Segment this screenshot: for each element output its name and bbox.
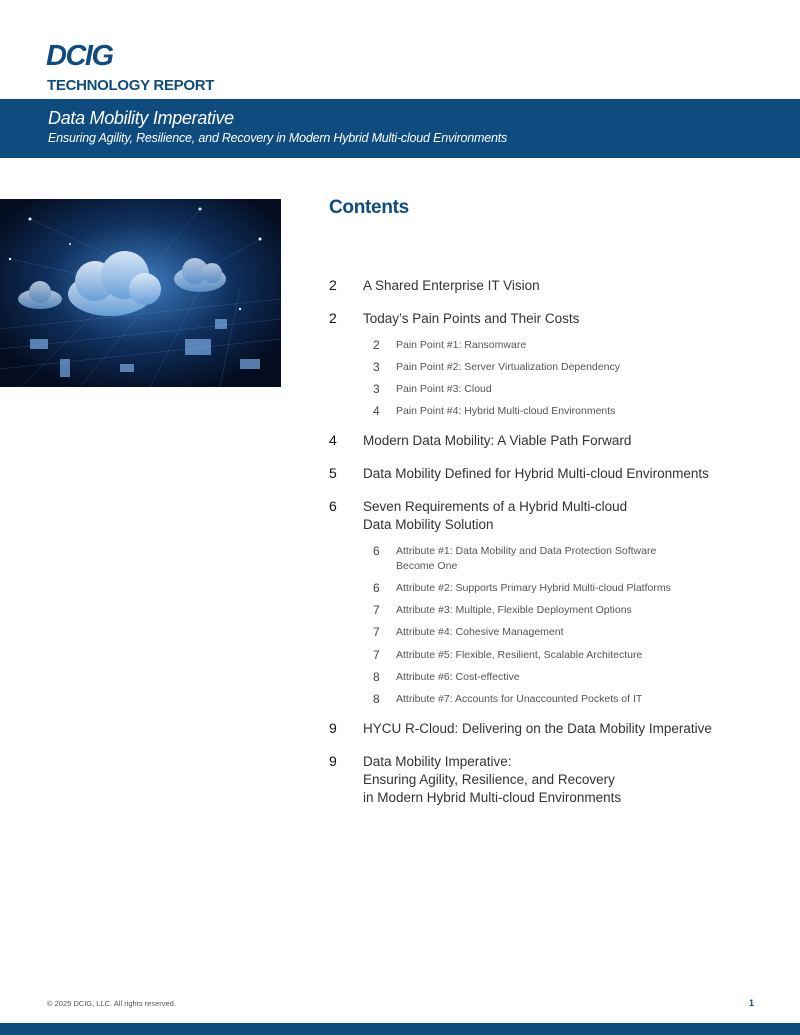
toc-entry-text: HYCU R-Cloud: Delivering on the Data Mobility Imperative — [363, 721, 712, 736]
toc-entry-text: Pain Point #4: Hybrid Multi-cloud Environments — [396, 405, 616, 417]
toc-entry-text: Attribute #5: Flexible, Resilient, Scalable Architecture — [396, 649, 643, 661]
toc-entry-text: Modern Data Mobility: A Viable Path Forward — [363, 433, 632, 448]
toc-page-number: 7 — [373, 648, 380, 662]
bottom-bar — [0, 1023, 800, 1035]
document-subtitle: Ensuring Agility, Resilience, and Recovery in Modern Hybrid Multi-cloud Environments — [48, 131, 508, 145]
toc-entry-text: Pain Point #2: Server Virtualization Dependency — [396, 361, 620, 373]
toc-page-number: 3 — [373, 382, 380, 396]
toc-page-number: 6 — [329, 498, 337, 514]
toc-page-number: 7 — [373, 603, 380, 617]
toc-page-number: 2 — [373, 338, 380, 352]
toc-page-number: 8 — [373, 692, 380, 706]
toc-entry-text: Data Mobility Defined for Hybrid Multi-cloud Environments — [363, 466, 709, 481]
toc-entry-text: A Shared Enterprise IT Vision — [363, 278, 540, 293]
dcig-logo — [46, 42, 136, 68]
toc-entry-text: Seven Requirements of a Hybrid Multi-cloud Data Mobility Solution — [363, 499, 628, 532]
toc-page-number: 9 — [329, 720, 337, 736]
toc-entry-text: Pain Point #1: Ransomware — [396, 339, 527, 351]
toc-entry-text: Attribute #4: Cohesive Management — [396, 626, 564, 638]
toc-entry-text: Data Mobility Imperative: Ensuring Agility, Resilience, and Recovery in Modern Hybrid Multi-cloud Environments — [363, 754, 622, 805]
toc-entry-text: Attribute #7: Accounts for Unaccounted Pockets of IT — [396, 693, 643, 705]
toc-page-number: 6 — [373, 544, 380, 558]
toc-page-number: 2 — [329, 310, 337, 326]
report-label: TECHNOLOGY REPORT — [47, 77, 215, 94]
contents-heading: Contents — [329, 197, 409, 218]
toc-page-number: 4 — [373, 404, 380, 418]
toc-entry-text: Attribute #2: Supports Primary Hybrid Multi-cloud Platforms — [396, 582, 671, 594]
cloud-network-illustration — [0, 199, 281, 387]
toc-entry-text: Attribute #3: Multiple, Flexible Deployment Options — [396, 604, 632, 616]
footer-page-number: 1 — [749, 998, 755, 1008]
toc-entry-text: Attribute #6: Cost-effective — [396, 671, 520, 683]
toc-entry-text: Pain Point #3: Cloud — [396, 383, 492, 395]
toc-page-number: 5 — [329, 465, 337, 481]
toc-page-number: 7 — [373, 625, 380, 639]
toc-page-number: 9 — [329, 753, 337, 769]
toc-page-number: 2 — [329, 277, 337, 293]
toc-entry-text: Attribute #1: Data Mobility and Data Protection Software Become One — [396, 545, 657, 572]
toc-page-number: 8 — [373, 670, 380, 684]
document-title: Data Mobility Imperative — [48, 108, 234, 128]
toc-page-number: 4 — [329, 432, 337, 448]
logo-text: DCIG — [46, 42, 113, 68]
footer-copyright: © 2025 DCIG, LLC. All rights reserved. — [47, 999, 176, 1008]
toc-entry-text: Today’s Pain Points and Their Costs — [363, 311, 580, 326]
toc-page-number: 6 — [373, 581, 380, 595]
toc-page-number: 3 — [373, 360, 380, 374]
